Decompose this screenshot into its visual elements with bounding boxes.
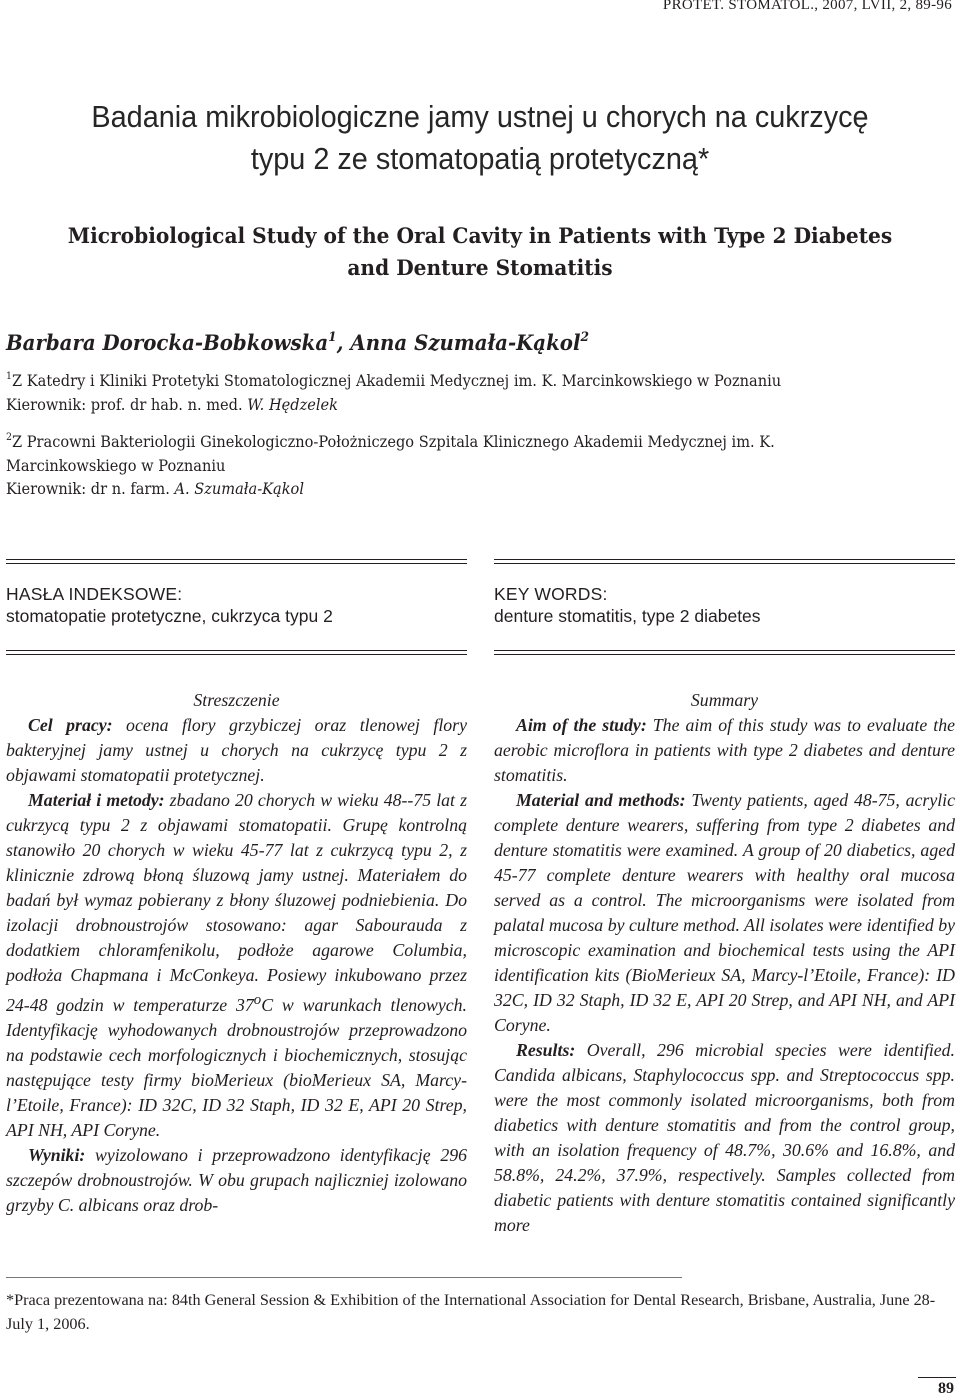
abstract-en-methods bbox=[494, 788, 955, 1038]
keywords-pl-text: stomatopatie protetyczne, cukrzyca typu 2 bbox=[6, 606, 333, 626]
page-number-rule bbox=[918, 1377, 956, 1378]
author-separator: , bbox=[336, 330, 351, 355]
abstract-pl-heading: Streszczenie bbox=[193, 690, 280, 710]
affiliation-1 bbox=[6, 365, 781, 417]
footnote: *Praca prezentowana na: 84th General Session & Exhibition of the International Association for Dental Research, Brisbane, Australia, June 28-July 1, 2006. bbox=[6, 1291, 936, 1333]
keywords-pl-bottom-rule bbox=[6, 650, 467, 651]
keywords-pl-bottom-rule-2 bbox=[6, 654, 467, 655]
keywords-en-top-rule bbox=[494, 559, 955, 560]
abstract-pl-results-text: wyizolowano i przeprowadzono identyfikację 296 szczepów drobnoustrojów. W obu grupach najliczniej izolowano grzyby C. albicans oraz drob- bbox=[6, 1144, 467, 1215]
keywords-english bbox=[494, 583, 761, 627]
author-2-affiliation-mark: 2 bbox=[580, 330, 589, 345]
affiliation-2-head-label: Kierownik: dr n. farm. bbox=[6, 480, 175, 498]
abstract-en-methods-label: Material and methods: bbox=[516, 790, 686, 810]
degree-mark: o bbox=[253, 992, 262, 1008]
keywords-en-heading: KEY WORDS: bbox=[494, 584, 608, 604]
abstract-en-results-text: Overall, 296 microbial species were identified. Candida albicans, Staphylococcus spp. and Streptococcus spp. were the most commonly isolated microorganisms, both from diabetics with denture stomatitis and from the control group, with an isolation frequency of 48.7%, 30.6% and 16.8%, and 58.8%, 24.2%, 37.9%, respectively. Samples collected from diabetic patients with denture stomatitis contained significantly more bbox=[494, 1040, 955, 1235]
abstract-pl-methods-text: zbadano 20 chorych w wieku 48--75 lat z cukrzycą typu 2 z objawami stomatopatii. Grupę kontrolną stanowiło 20 chorych w wieku 45-77 lat z cukrzycą typu 2, z klinicznie zdrową błoną śluzową jamy ustnej. Materiałem do badań był wymaz pobierany z błony śluzowej podniebienia. Do izolacji drobnoustrojów stosowano: agar Sabourauda z dodatkiem chloramfenikolu, podłoże agarowe Columbia, podłoża Chapmana i McConkeya. Posiewy inkubowano przez 24-48 godzin w temperaturze 37 bbox=[6, 790, 467, 1015]
keywords-en-top-rule-2 bbox=[494, 563, 955, 564]
affiliation-2 bbox=[6, 426, 775, 502]
keywords-polish bbox=[6, 583, 333, 627]
keywords-en-text: denture stomatitis, type 2 diabetes bbox=[494, 606, 761, 626]
abstract-en-results-label: Results: bbox=[516, 1040, 576, 1060]
keywords-en-bottom-rule bbox=[494, 650, 955, 651]
author-1: Barbara Dorocka-Bobkowska bbox=[6, 330, 329, 355]
abstract-pl-methods-label: Materiał i metody: bbox=[28, 790, 165, 810]
keywords-pl-top-rule bbox=[6, 559, 467, 560]
footnote-separator bbox=[6, 1277, 682, 1278]
affiliation-1-head-name: W. Hędzelek bbox=[247, 395, 339, 414]
page-number: 89 bbox=[938, 1380, 954, 1397]
abstract-english bbox=[494, 688, 955, 1238]
author-2: Anna Szumała-Kąkol bbox=[350, 330, 581, 355]
affiliation-2-mark: 2 bbox=[6, 432, 12, 443]
affiliation-2-head-name: A. Szumała-Kąkol bbox=[174, 480, 304, 498]
abstract-en-results bbox=[494, 1038, 955, 1238]
abstract-pl-methods bbox=[6, 788, 467, 1143]
author-1-affiliation-mark: 1 bbox=[328, 330, 337, 345]
keywords-pl-heading: HASŁA INDEKSOWE: bbox=[6, 584, 183, 604]
affiliation-1-line-1: Z Katedry i Kliniki Protetyki Stomatologicznej Akademii Medycznej im. K. Marcinkowskiego w Poznaniu bbox=[11, 372, 782, 390]
abstract-pl-methods-text-2: C w warunkach tlenowych. Identyfikację wyhodowanych drobnoustrojów przeprowadzono na podstawie cech morfologicznych i biochemicznych, stosując następujące testy firmy bioMerieux (bioMerieux SA, Marcy-l’Etoile, France): ID 32C, ID 32 Staph, ID 32 E, API 20 Strep, API NH, API Coryne. bbox=[6, 994, 467, 1140]
affiliation-1-mark: 1 bbox=[6, 371, 12, 382]
abstract-en-aim-text: The aim of this study was to evaluate the aerobic microflora in patients with type 2 diabetes and denture stomatitis. bbox=[494, 715, 955, 785]
abstract-pl-results-label: Wyniki: bbox=[28, 1144, 86, 1165]
title-line-2: typu 2 ze stomatopatią protetyczną* bbox=[250, 141, 710, 176]
subtitle-line-1: Microbiological Study of the Oral Cavity in Patients with Type 2 Diabetes bbox=[67, 223, 893, 248]
keywords-en-bottom-rule-2 bbox=[494, 654, 955, 655]
article-title-english bbox=[19, 220, 941, 284]
abstract-en-methods-text: Twenty patients, aged 48-75, acrylic complete denture wearers, suffering from type 2 diabetes and denture stomatitis were examined. A group of 20 diabetics, aged 45-77 complete denture wearers with healthy oral mucosa served as a control. The microorganisms were isolated from palatal mucosa by culture method. All isolates were identified by microscopic examination and biochemical tests using the API identification kits (BioMerieux SA, Marcy-l’Etoile, France): ID 32C, ID 32 Staph, ID 32 E, API 20 Strep, and API NH, and API Coryne. bbox=[494, 790, 955, 1035]
author-list bbox=[6, 323, 589, 358]
subtitle-line-2: and Denture Stomatitis bbox=[347, 255, 613, 280]
abstract-en-aim-label: Aim of the study: bbox=[516, 715, 647, 735]
title-line-1: Badania mikrobiologiczne jamy ustnej u chorych na cukrzycę bbox=[91, 99, 869, 134]
affiliation-1-head-label: Kierownik: prof. dr hab. n. med. bbox=[6, 395, 248, 414]
abstract-en-heading: Summary bbox=[690, 690, 759, 710]
article-title-polish bbox=[34, 96, 927, 180]
abstract-en-aim bbox=[494, 713, 955, 788]
keywords-pl-top-rule-2 bbox=[6, 563, 467, 564]
running-header: PROTET. STOMATOL., 2007, LVII, 2, 89-96 bbox=[662, 0, 952, 13]
affiliation-2-line-2: Marcinkowskiego w Poznaniu bbox=[6, 456, 226, 475]
affiliation-2-line-1: Z Pracowni Bakteriologii Ginekologiczno-Położniczego Szpitala Klinicznego Akademii Medycznej im. K. bbox=[11, 433, 775, 451]
abstract-pl-aim-label: Cel pracy: bbox=[28, 715, 113, 735]
abstract-polish bbox=[6, 688, 467, 1218]
abstract-pl-aim-text: ocena flory grzybiczej oraz tlenowej flory bakteryjnej jamy ustnej u chorych na cukrzycę typu 2 z objawami stomatopatii protetycznej. bbox=[6, 715, 467, 785]
abstract-pl-results bbox=[6, 1143, 467, 1218]
abstract-pl-aim bbox=[6, 713, 467, 788]
